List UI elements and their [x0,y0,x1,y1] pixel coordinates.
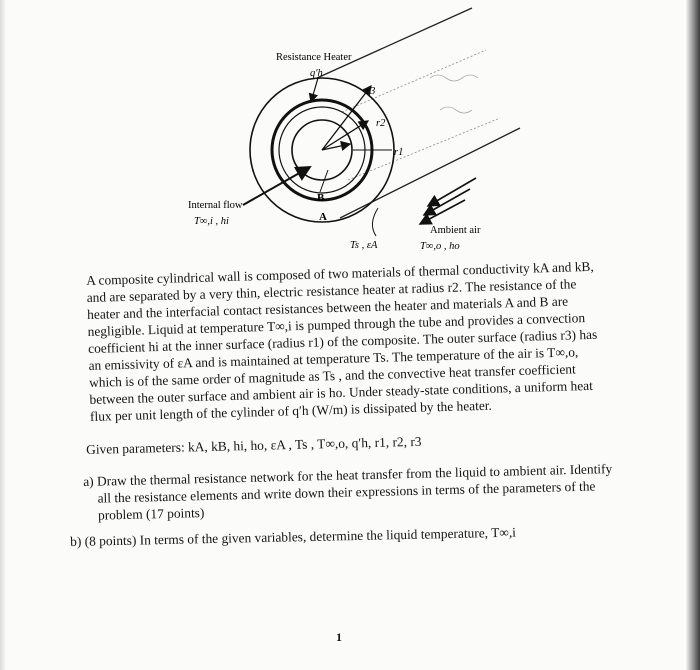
heater-symbol: q′h [310,68,323,79]
question-a-text: Draw the thermal resistance network for the heat transfer from the liquid to ambient air. Identify all the resistance elements and write down their expressions in terms of the parameters of the problem (17 points) [96,461,613,523]
material-b-label: B [317,192,325,204]
surface-leader [372,208,378,236]
cylinder-texture [430,75,478,81]
ambient-air-arrow-1 [428,178,476,206]
composite-cylinder-figure [0,0,700,270]
given-parameters: Given parameters: kA, kB, hi, ho, εA , Ts , T∞,o, q′h, r1, r2, r3 [86,433,422,457]
material-b-leader [320,170,328,192]
surface-symbol: Ts , εA [350,240,378,251]
ambient-air-label: Ambient air [430,225,481,236]
heater-label: Resistance Heater [276,52,352,63]
ambient-air-symbol: T∞,o , ho [420,241,460,252]
cylinder-top-edge [317,8,472,78]
problem-statement [86,257,610,424]
question-a-label: a) [83,473,94,489]
material-a-label: A [319,211,327,223]
cylinder-inner-top-edge [342,50,486,112]
internal-flow-symbol: T∞,i , hi [194,216,229,227]
page-number: 1 [336,630,342,644]
cylinder-texture-2 [440,107,472,113]
ambient-air-arrow-2 [424,189,470,215]
ambient-air-arrow-3 [420,200,465,224]
question-b: b) (8 points) In terms of the given variables, determine the liquid temperature, T∞,i [70,524,517,549]
r1-label: r1 [394,147,404,158]
problem-text: A composite cylindrical wall is composed of two materials of thermal conductivity kA and kB, and are separated by a very thin, electric resistance heater at radius r2. The resistance of the heater and the interfacial contact resistances between the heater and materials A and B are negligible. Liquid at temperature T∞,i is pumped through the tube and provides a convection coefficient hi at the inner surface (radius r1) of the composite. The outer surface (radius r3) has an emissivity of εA and is maintained at temperature Ts. The temperature of the air is T∞,o, which is of the same order of magnitude as Ts , and the convective heat transfer coefficient between the outer surface and ambient air is ho. Under steady-state conditions, a uniform heat flux per unit length of the cylinder of q′h (W/m) is dissipated by the heater. [86,258,598,424]
r3-label: r3 [366,86,376,97]
r2-label: r2 [376,118,386,129]
internal-flow-label: Internal flow [188,200,243,211]
heater-leader-line [311,78,318,102]
